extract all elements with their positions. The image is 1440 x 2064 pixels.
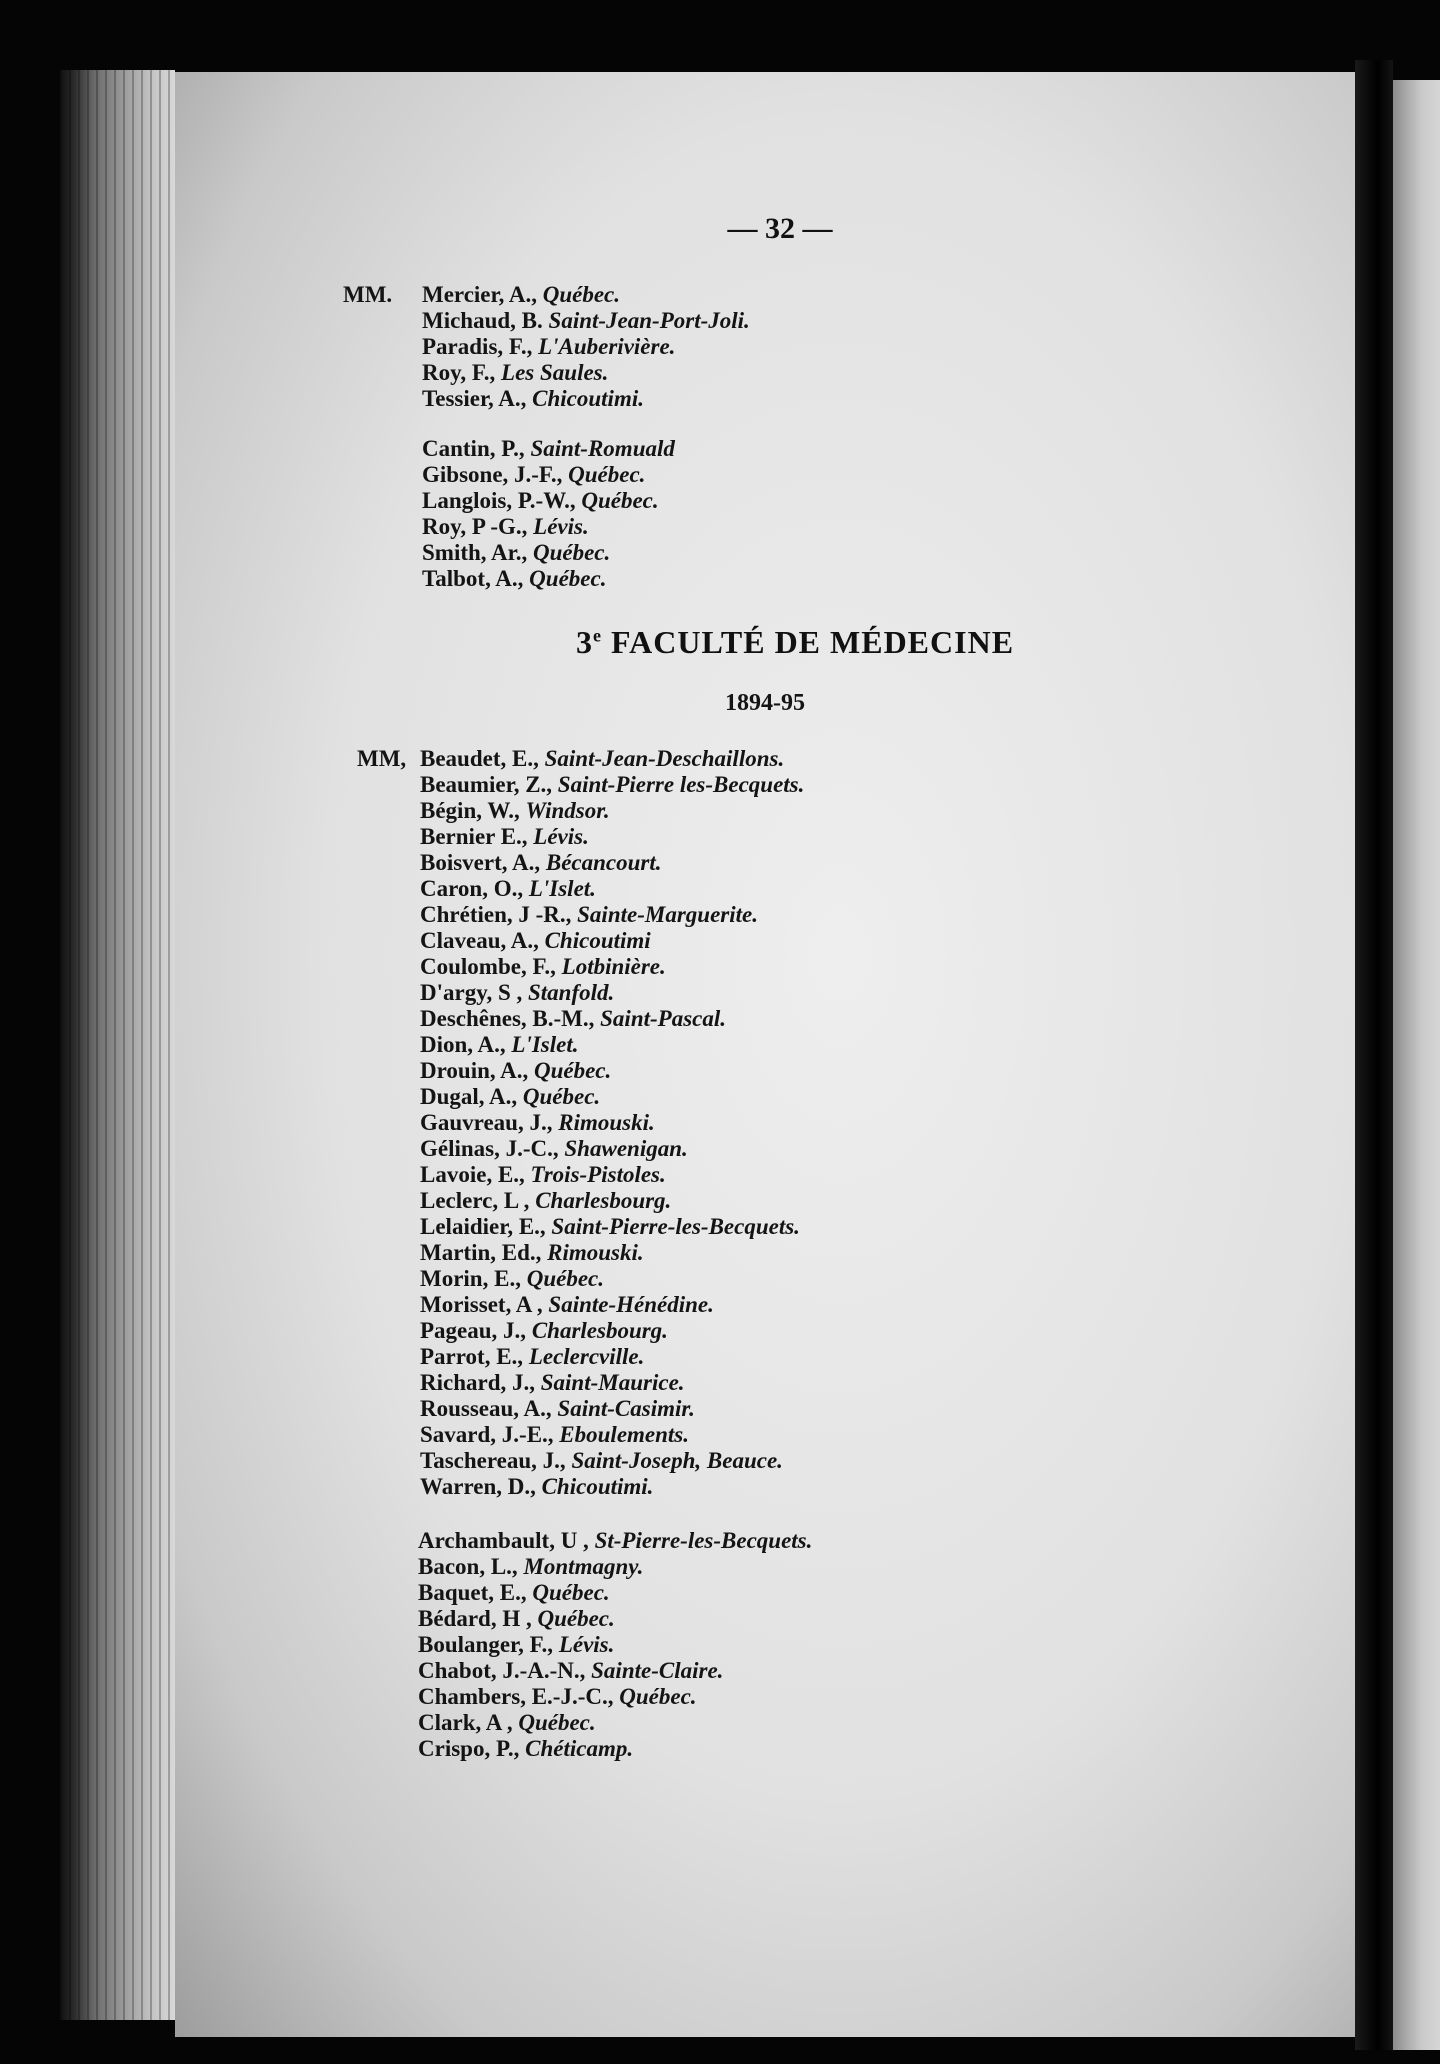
section-number: 3 — [575, 624, 593, 660]
binding-gutter — [1355, 60, 1393, 2050]
list-entry — [420, 902, 804, 928]
entry-place: Québec. — [581, 488, 659, 513]
entry-place: St-Pierre-les-Becquets. — [594, 1528, 813, 1553]
list-entry — [418, 1658, 812, 1684]
entry-place: Windsor. — [525, 798, 610, 823]
entry-place: Saint-Jean-Deschaillons. — [544, 746, 785, 771]
entry-name: Langlois, P.-W., — [422, 488, 582, 513]
list-entry — [420, 928, 804, 954]
entry-name: Chrétien, J -R., — [420, 902, 578, 927]
entry-name: Warren, D., — [420, 1474, 542, 1499]
list-entry — [420, 772, 804, 798]
list-entry — [422, 308, 750, 334]
list-entry — [418, 1580, 812, 1606]
entry-name: Smith, Ar., — [422, 540, 533, 565]
entry-place: Québec. — [522, 1084, 601, 1109]
list-entry — [422, 540, 675, 566]
list-entry — [420, 1214, 804, 1240]
list-entry — [420, 1032, 804, 1058]
list-entry — [420, 1396, 804, 1422]
entry-place: Saint-Pierre-les-Becquets. — [551, 1214, 800, 1239]
list-entry — [420, 1318, 804, 1344]
section-heading — [545, 624, 1045, 661]
entry-name: Bégin, W., — [420, 798, 526, 823]
list-entry — [418, 1632, 812, 1658]
entry-name: Tessier, A., — [422, 386, 533, 411]
entry-name: Archambault, U , — [418, 1528, 595, 1553]
entry-name: Paradis, F., — [422, 334, 539, 359]
entry-name: Richard, J., — [420, 1370, 541, 1395]
student-list-2 — [422, 436, 675, 592]
list-entry — [418, 1554, 812, 1580]
list-entry — [420, 1058, 804, 1084]
list-entry — [420, 1266, 804, 1292]
entry-name: Dion, A., — [420, 1032, 512, 1057]
entry-place: Québec. — [529, 566, 607, 591]
student-list-1 — [422, 282, 750, 412]
entry-name: Bédard, H , — [418, 1606, 538, 1631]
entry-name: Lavoie, E., — [420, 1162, 531, 1187]
entry-place: Trois-Pistoles. — [530, 1162, 666, 1187]
entry-name: Chambers, E.-J.-C., — [418, 1684, 620, 1709]
entry-name: Gibsone, J.-F., — [422, 462, 569, 487]
entry-name: Parrot, E., — [420, 1344, 529, 1369]
entry-place: L'Islet. — [511, 1032, 579, 1057]
list-entry — [422, 360, 750, 386]
list-entry — [418, 1736, 812, 1762]
entry-place: Eboulements. — [559, 1422, 690, 1447]
list-entry — [422, 566, 675, 592]
entry-place: Saint-Jean-Port-Joli. — [548, 308, 750, 333]
entry-name: Baquet, E., — [418, 1580, 533, 1605]
list-entry — [418, 1710, 812, 1736]
list-entry — [420, 876, 804, 902]
entry-name: Talbot, A., — [422, 566, 530, 591]
entry-name: Dugal, A., — [420, 1084, 523, 1109]
entry-place: Québec. — [568, 462, 646, 487]
list-entry — [418, 1684, 812, 1710]
list-entry — [420, 850, 804, 876]
entry-place: Bécancourt. — [545, 850, 662, 875]
entry-name: Caron, O., — [420, 876, 529, 901]
list-entry — [420, 746, 804, 772]
entry-name: Chabot, J.-A.-N., — [418, 1658, 592, 1683]
entry-place: Sainte-Marguerite. — [577, 902, 758, 927]
entry-place: Shawenigan. — [564, 1136, 688, 1161]
entry-place: Québec. — [518, 1710, 596, 1735]
entry-name: Lelaidier, E., — [420, 1214, 552, 1239]
list-entry — [420, 1292, 804, 1318]
entry-name: D'argy, S , — [420, 980, 528, 1005]
entry-name: Clark, A , — [418, 1710, 519, 1735]
entry-place: Les Saules. — [501, 360, 609, 385]
entry-place: Chicoutimi. — [541, 1474, 654, 1499]
entry-place: Sainte-Hénédine. — [548, 1292, 714, 1317]
entry-name: Mercier, A., — [422, 282, 543, 307]
prefix-mm-first: MM. — [343, 282, 393, 307]
list-entry — [422, 436, 675, 462]
entry-name: Deschênes, B.-M., — [420, 1006, 601, 1031]
entry-place: Québec. — [526, 1266, 604, 1291]
entry-place: Québec. — [537, 1606, 615, 1631]
entry-place: Québec. — [532, 540, 611, 565]
entry-place: Saint-Casimir. — [557, 1396, 695, 1421]
entry-name: Roy, F., — [422, 360, 502, 385]
list-entry — [422, 488, 675, 514]
entry-place: Saint-Maurice. — [540, 1370, 685, 1395]
list-entry — [420, 1240, 804, 1266]
entry-place: Charlesbourg. — [531, 1318, 668, 1343]
list-entry — [420, 954, 804, 980]
list-entry — [420, 1448, 804, 1474]
entry-name: Morin, E., — [420, 1266, 527, 1291]
entry-place: L'Auberivière. — [538, 334, 676, 359]
list-entry — [422, 334, 750, 360]
entry-name: Gélinas, J.-C., — [420, 1136, 565, 1161]
list-entry — [420, 824, 804, 850]
list-entry — [420, 1422, 804, 1448]
list-entry — [420, 1370, 804, 1396]
entry-name: Beaudet, E., — [420, 746, 545, 771]
entry-name: Boulanger, F., — [418, 1632, 559, 1657]
entry-name: Leclerc, L , — [420, 1188, 536, 1213]
book-page-edges — [60, 70, 175, 2020]
entry-place: L'Islet. — [528, 876, 596, 901]
entry-name: Taschereau, J., — [420, 1448, 572, 1473]
student-list-3 — [420, 746, 804, 1500]
list-entry — [420, 798, 804, 824]
section-ordinal: e — [592, 625, 602, 646]
entry-place: Charlesbourg. — [535, 1188, 672, 1213]
list-entry — [420, 1084, 804, 1110]
entry-place: Sainte-Claire. — [591, 1658, 724, 1683]
entry-name: Martin, Ed., — [420, 1240, 548, 1265]
entry-place: Montmagny. — [523, 1554, 644, 1579]
entry-name: Bernier E., — [420, 824, 534, 849]
list-entry — [420, 1162, 804, 1188]
page-number: — 32 — — [727, 212, 833, 245]
list-entry — [420, 1474, 804, 1500]
entry-name: Claveau, A., — [420, 928, 545, 953]
entry-name: Cantin, P., — [422, 436, 531, 461]
list-entry — [420, 1006, 804, 1032]
list-entry — [420, 980, 804, 1006]
entry-place: Québec. — [532, 1580, 610, 1605]
entry-place: Chicoutimi. — [532, 386, 644, 411]
entry-place: Québec. — [542, 282, 620, 307]
entry-place: Saint-Pierre les-Becquets. — [557, 772, 805, 797]
list-entry — [420, 1344, 804, 1370]
entry-name: Drouin, A., — [420, 1058, 534, 1083]
list-entry — [422, 462, 675, 488]
list-entry — [418, 1606, 812, 1632]
academic-year: 1894-95 — [725, 690, 805, 716]
section-title: FACULTÉ DE MÉDECINE — [610, 624, 1015, 660]
entry-name: Pageau, J., — [420, 1318, 532, 1343]
entry-place: Lévis. — [533, 824, 589, 849]
student-list-4 — [418, 1528, 812, 1762]
entry-name: Morisset, A , — [420, 1292, 549, 1317]
entry-place: Lévis. — [533, 514, 589, 539]
entry-name: Coulombe, F., — [420, 954, 562, 979]
list-entry — [422, 386, 750, 412]
entry-place: Chicoutimi — [544, 928, 651, 953]
entry-place: Québec. — [533, 1058, 612, 1083]
entry-place: Québec. — [619, 1684, 697, 1709]
list-entry — [422, 282, 750, 308]
entry-place: Saint-Romuald — [530, 436, 675, 461]
entry-place: Saint-Joseph, Beauce. — [571, 1448, 783, 1473]
entry-name: Roy, P -G., — [422, 514, 534, 539]
entry-name: Michaud, B. — [422, 308, 549, 333]
list-entry — [420, 1136, 804, 1162]
list-entry — [420, 1110, 804, 1136]
entry-place: Lotbinière. — [561, 954, 666, 979]
list-entry — [422, 514, 675, 540]
entry-place: Stanfold. — [527, 980, 615, 1005]
list-entry — [418, 1528, 812, 1554]
list-entry — [420, 1188, 804, 1214]
entry-name: Beaumier, Z., — [420, 772, 558, 797]
prefix-mm-second: MM, — [357, 746, 407, 771]
facing-page-edge — [1393, 80, 1440, 2050]
entry-name: Crispo, P., — [418, 1736, 526, 1761]
entry-place: Lévis. — [558, 1632, 615, 1657]
entry-name: Savard, J.-E., — [420, 1422, 560, 1447]
entry-place: Saint-Pascal. — [600, 1006, 727, 1031]
entry-name: Rousseau, A., — [420, 1396, 558, 1421]
entry-name: Boisvert, A., — [420, 850, 546, 875]
entry-place: Rimouski. — [558, 1110, 655, 1135]
entry-place: Rimouski. — [547, 1240, 644, 1265]
entry-name: Gauvreau, J., — [420, 1110, 559, 1135]
entry-place: Leclercville. — [528, 1344, 645, 1369]
entry-place: Chéticamp. — [525, 1736, 634, 1761]
entry-name: Bacon, L., — [418, 1554, 524, 1579]
